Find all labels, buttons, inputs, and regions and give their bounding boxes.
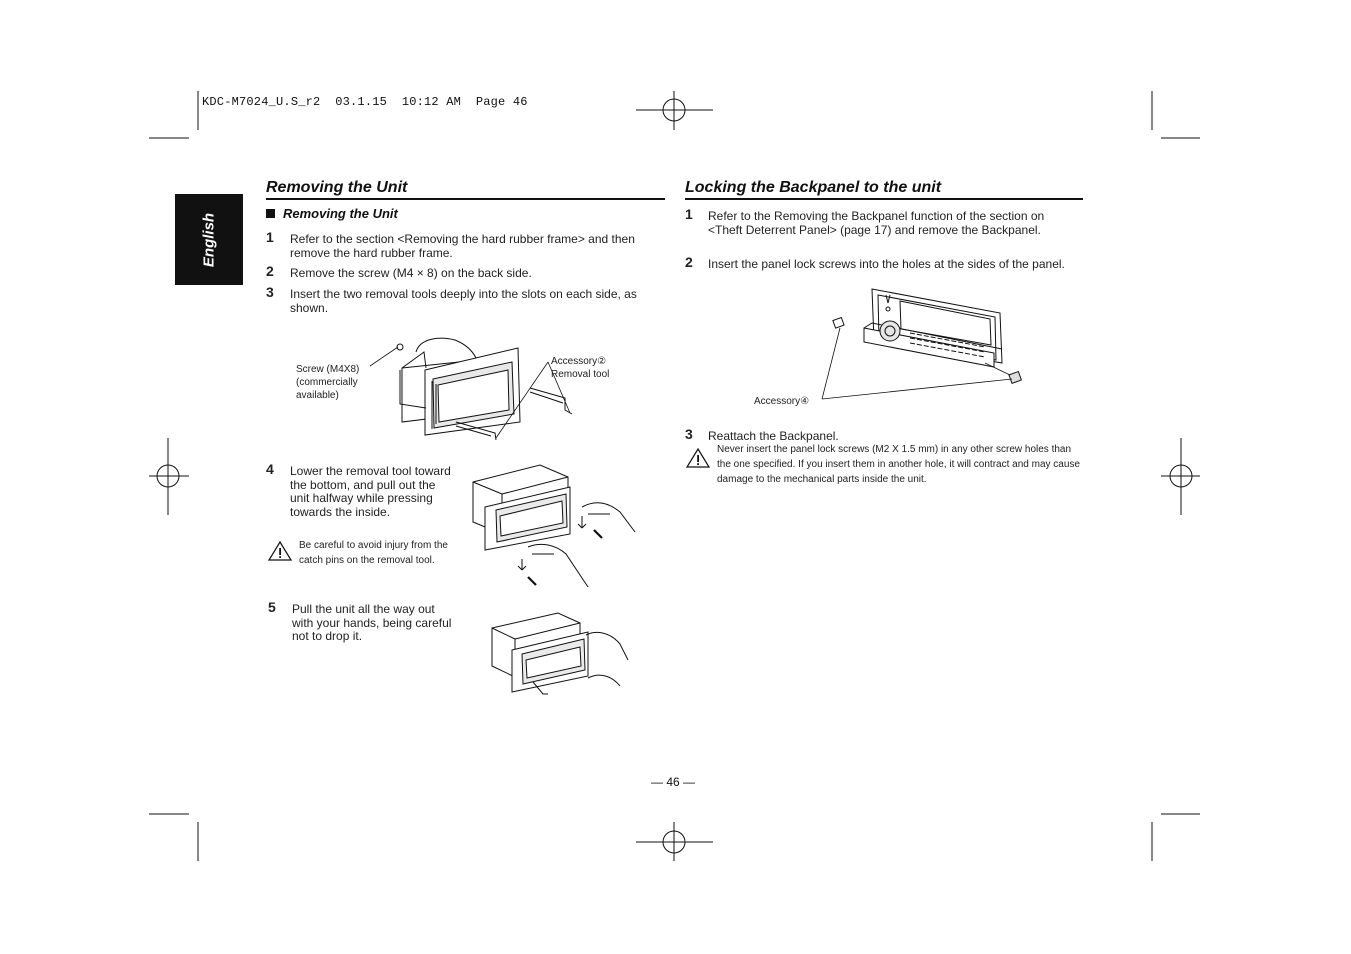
language-tab xyxy=(175,194,243,285)
figure-pull-out xyxy=(488,610,633,702)
caution-step-4: Be careful to avoid injury from the catch pins on the removal tool. xyxy=(266,539,456,569)
right-step-3: 3 Reattach the Backpanel. xyxy=(685,426,839,443)
registration-crosshair-icon xyxy=(149,438,189,515)
accessory-4-label: Accessory④ xyxy=(754,396,810,407)
subsection-title: Removing the Unit xyxy=(266,206,398,221)
right-step-2: 2 Insert the panel lock screws into the holes at the sides of the panel. xyxy=(685,254,1065,271)
left-step-4: 4 Lower the removal tool toward the bottom, and pull out the unit halfway while pressing towards the inside. xyxy=(266,461,451,519)
left-step-3: 3 Insert the two removal tools deeply into the slots on each side, as shown. xyxy=(266,284,637,315)
left-step-5: 5 Pull the unit all the way out with your hands, being careful not to drop it. xyxy=(268,599,452,644)
accessory-2-label: Accessory② Removal tool xyxy=(551,356,610,380)
section-title-removing-unit: Removing the Unit xyxy=(266,179,665,200)
registration-crosshair-icon xyxy=(636,822,713,861)
figure-lower-tool xyxy=(470,462,640,597)
right-step-1: 1 Refer to the Removing the Backpanel function of the section on <Theft Deterrent Panel> (page 17) and remove the Backpanel. xyxy=(685,206,1045,237)
registration-crosshair-icon xyxy=(1161,438,1200,515)
language-label: English xyxy=(200,212,218,267)
caution-panel-screws: Never insert the panel lock screws (M2 X 1.5 mm) in any other screw holes than the one specified. If you insert them in another hole, it will contract and may cause damage to the mechanical parts inside the unit. xyxy=(685,443,1083,487)
warning-triangle-icon xyxy=(686,448,710,468)
screw-label: Screw (M4X8) (commercially available) xyxy=(296,364,360,401)
left-step-1: 1 Refer to the section <Removing the hard rubber frame> and then remove the hard rubber frame. xyxy=(266,229,635,260)
square-bullet-icon xyxy=(266,209,275,218)
registration-crosshair-icon xyxy=(636,91,713,130)
print-slug: KDC-M7024_U.S_r2 03.1.15 10:12 AM Page 46 xyxy=(202,95,528,109)
warning-triangle-icon xyxy=(268,541,292,561)
page-number: — 46 — xyxy=(651,775,696,789)
figure-panel-lock-screws xyxy=(810,283,1030,408)
section-title-locking-backpanel: Locking the Backpanel to the unit xyxy=(685,179,1083,200)
left-step-2: 2 Remove the screw (M4 × 8) on the back side. xyxy=(266,263,532,280)
